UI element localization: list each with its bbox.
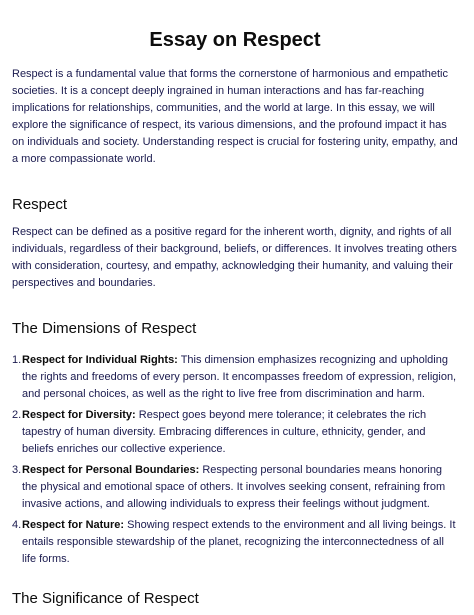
- list-item-text: Respecting personal boundaries means honoring the physical and emotional space of others. It involves seeking consent, refraining from invasive actions, and allowing individuals to express their feelings without judgment.: [22, 464, 446, 510]
- respect-paragraph: Respect can be defined as a positive regard for the inherent worth, dignity, and rights of all individuals, regardless of their background, beliefs, or differences. It involves treating others with consideration, courtesy, and empathy, acknowledging their humanity, and valuing their perspectives and boundaries.: [12, 226, 457, 289]
- list-item-term: Respect for Individual Rights:: [22, 354, 178, 366]
- list-item: [12, 352, 458, 403]
- list-item-text: Showing respect extends to the environment and all living beings. It entails responsible stewardship of the planet, recognizing the interconnectedness of all life forms.: [22, 519, 456, 565]
- list-item-number: 2.: [12, 409, 22, 421]
- section-heading-respect: Respect: [12, 196, 68, 213]
- list-item-number: 4.: [12, 519, 22, 531]
- list-item-text: This dimension emphasizes recognizing and upholding the rights and freedoms of every person. It encompasses freedom of expression, religion, and personal choices, as well as the right to live free from discrimination and harm.: [22, 354, 457, 400]
- section-heading-dimensions: The Dimensions of Respect: [12, 320, 197, 337]
- list-item: [12, 517, 458, 568]
- list-item-text: Respect goes beyond mere tolerance; it celebrates the rich tapestry of human diversity. Embracing differences in culture, ethnicity, gender, and beliefs enriches our collective experience.: [22, 409, 427, 455]
- dimensions-list: [12, 352, 458, 568]
- list-item-number: 3.: [12, 464, 22, 476]
- page-title: Essay on Respect: [149, 29, 321, 51]
- list-item-term: Respect for Nature:: [22, 519, 125, 531]
- list-item-number: 1.: [12, 354, 22, 366]
- list-item: [12, 462, 458, 513]
- list-item-term: Respect for Personal Boundaries:: [22, 464, 200, 476]
- document-page: [12, 28, 458, 608]
- section-heading-significance: The Significance of Respect: [12, 590, 199, 607]
- intro-paragraph: Respect is a fundamental value that forms the cornerstone of harmonious and empathetic societies. It is a concept deeply ingrained in human interactions and has far-reaching implications for relationships, communities, and the world at large. In this essay, we will explore the significance of respect, its various dimensions, and the profound impact it has on individuals and society. Understanding respect is crucial for fostering unity, empathy, and a more compassionate world.: [12, 68, 458, 165]
- list-item-term: Respect for Diversity:: [22, 409, 136, 421]
- list-item: [12, 407, 458, 458]
